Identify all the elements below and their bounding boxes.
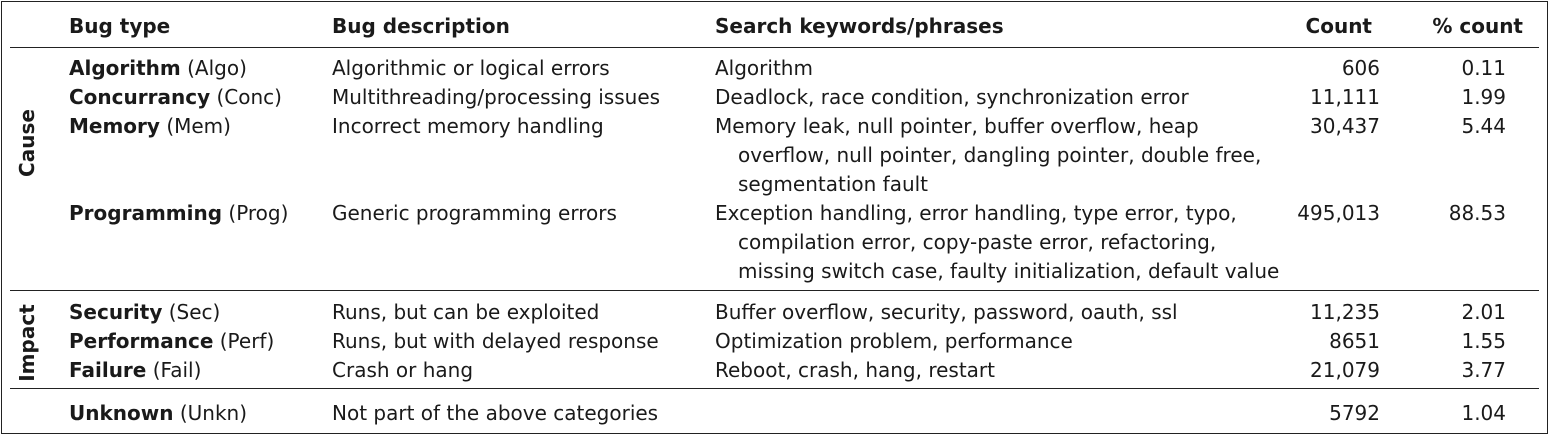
bug-type-cell: Memory (Mem) (69, 114, 231, 138)
bug-type-cell: Security (Sec) (69, 300, 221, 324)
header-bug-description: Bug description (332, 14, 510, 38)
count-cell: 8651 (1329, 329, 1380, 353)
description-cell: Incorrect memory handling (332, 114, 604, 138)
count-cell: 495,013 (1297, 201, 1380, 225)
group-label-impact: Impact (15, 304, 39, 382)
bug-table (1, 1, 1548, 434)
count-cell: 21,079 (1310, 358, 1380, 382)
header-bug-type: Bug type (69, 14, 171, 38)
description-cell: Crash or hang (332, 358, 474, 382)
count-cell: 11,111 (1310, 85, 1380, 109)
description-cell: Not part of the above categories (332, 401, 659, 425)
keywords-cell: Deadlock, race condition, synchronization error (715, 85, 1189, 109)
pct-cell: 5.44 (1461, 114, 1506, 138)
keywords-cell: Buffer overflow, security, password, oauth, ssl (715, 300, 1178, 324)
header-count: Count (1305, 14, 1372, 38)
pct-cell: 2.01 (1461, 300, 1506, 324)
bug-type-cell: Concurrancy (Conc) (69, 85, 282, 109)
bug-type-cell: Performance (Perf) (69, 329, 275, 353)
group-impact (2, 291, 52, 387)
bug-type-cell: Programming (Prog) (69, 201, 289, 225)
keywords-cell: Reboot, crash, hang, restart (715, 358, 995, 382)
description-cell: Generic programming errors (332, 201, 617, 225)
group-divider (10, 388, 1539, 389)
bug-type-cell: Algorithm (Algo) (69, 56, 247, 80)
count-cell: 5792 (1329, 401, 1380, 425)
keywords-cell: Exception handling, error handling, type error, typo, compilation error, copy-paste error, refactoring, missing switch case, faulty initialization, default value (715, 201, 1280, 283)
pct-cell: 0.11 (1461, 56, 1506, 80)
description-cell: Runs, but with delayed response (332, 329, 659, 353)
header-search-keywords: Search keywords/phrases (715, 14, 1004, 38)
bug-type-cell: Failure (Fail) (69, 358, 202, 382)
pct-cell: 88.53 (1448, 201, 1506, 225)
count-cell: 11,235 (1310, 300, 1380, 324)
keywords-cell: Algorithm (715, 56, 813, 80)
header-pct-count: % count (1432, 14, 1523, 38)
pct-cell: 1.55 (1461, 329, 1506, 353)
description-cell: Multithreading/processing issues (332, 85, 661, 109)
description-cell: Runs, but can be exploited (332, 300, 600, 324)
header-divider (10, 47, 1539, 48)
count-cell: 606 (1341, 56, 1380, 80)
description-cell: Algorithmic or logical errors (332, 56, 610, 80)
pct-cell: 3.77 (1461, 358, 1506, 382)
pct-cell: 1.04 (1461, 401, 1506, 425)
group-cause (2, 48, 52, 289)
group-label-cause: Cause (15, 109, 39, 177)
bug-type-cell: Unknown (Unkn) (69, 401, 248, 425)
group-divider (10, 290, 1539, 291)
pct-cell: 1.99 (1461, 85, 1506, 109)
keywords-cell: Memory leak, null pointer, buffer overflow, heap overflow, null pointer, dangling pointer, double free, segmentation fault (715, 114, 1262, 196)
keywords-cell: Optimization problem, performance (715, 329, 1073, 353)
count-cell: 30,437 (1310, 114, 1380, 138)
